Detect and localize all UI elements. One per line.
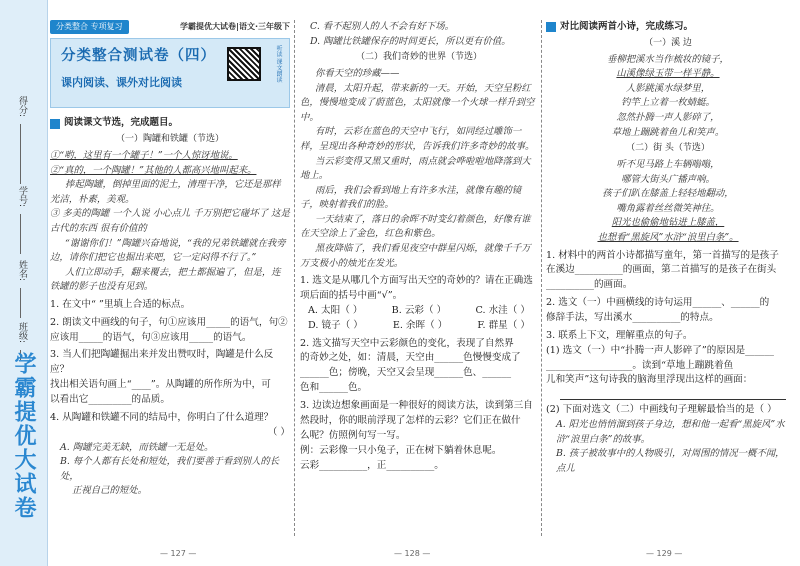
option-item[interactable]: B. 云彩（ ） (391, 304, 447, 316)
question-3-line-1: 3. 当人们把陶罐掘出来并发出赞叹时，陶罐是什么反应？ (50, 349, 274, 376)
question-2-line-1: 2. 朗读文中画线的句子，句①应该用_____的语气，句② (50, 316, 288, 328)
question-3-line-3: 么呢？仿照例句写一写。 (300, 429, 406, 441)
student-id-line (20, 214, 21, 254)
class-label: 班级: (16, 322, 27, 344)
page-129 (546, 20, 790, 540)
section-title: 对比阅读两首小诗，完成练习。 (560, 21, 694, 32)
page-127 (50, 20, 290, 540)
poem-line: 人影跳溪水绿梦里， (625, 82, 711, 94)
passage-title: （二）我们奇妙的世界（节选） (355, 52, 482, 63)
brand-logo: 学霸提优大试卷 (11, 352, 36, 520)
poem-line: 孩子们趴在膝盖上轻轻地翻动， (602, 188, 734, 200)
question-1-line-1: 1. 材料中的两首小诗都描写童年，第一首描写的是孩子 (546, 249, 779, 261)
page-number: — 129 — (646, 548, 683, 558)
question-1: 1. 在文中“ ”里填上合适的标点。 (50, 298, 191, 310)
poem-line: 哪管大街头广播声响。 (621, 173, 715, 185)
question-3-answer[interactable]: 云彩__________，正__________。 (300, 459, 444, 471)
passage-paragraph: 雨后，我们会看到地上有许多水洼，就像有趣的镜子，映射着我们的脸。 (300, 184, 522, 211)
poem-line: 草地上蹦跳着鱼儿和笑声。 (611, 126, 725, 138)
option-d[interactable]: D. 陶罐比铁罐保存的时间更长，所以更有价值。 (310, 35, 511, 47)
section-heading (546, 20, 790, 35)
left-sidebar (0, 0, 48, 566)
section-title: 阅读课文节选，完成题目。 (64, 117, 179, 129)
question-3-line-1: 3. 边读边想象画面是一种很好的阅读方法，读到第三自 (300, 400, 533, 412)
passage-title: （一）陶罐和铁罐（节选） (115, 134, 224, 145)
question-3-2: (2) 下面对选文（二）中画线句子理解最恰当的是（ ） (546, 404, 777, 416)
question-4: 4. 从陶罐和铁罐不同的结局中，你明白了什么道理？ (50, 411, 274, 423)
passage-paragraph: 当云彩变得又黑又重时，雨点就会哗啦啦地降落到大地上。 (300, 155, 531, 182)
question-2-line-2: 修辞手法，写出溪水__________的特点。 (546, 311, 719, 323)
column-divider-1 (294, 20, 295, 536)
score-line (20, 124, 21, 184)
passage-line: “谢谢你们！”陶罐兴奋地说，“我的兄弟铁罐就在我旁边，请你们把它也掘出来吧，它一定闷得不行了。” (50, 237, 286, 264)
page-number: — 128 — (394, 548, 431, 558)
question-3-1-line-2: __________________。读到“草地上蹦跳着鱼 (546, 359, 734, 371)
column-divider-2 (541, 20, 542, 536)
poem-line: 也想看“黑旋风”水浒“浪里白条”。 (597, 231, 739, 243)
name-line (20, 288, 21, 318)
option-a[interactable]: A. 阳光也悄悄溜到孩子身边，想和他一起看“黑旋风”水浒“浪里白条”的故事。 (556, 419, 785, 445)
passage-paragraph: 你看天空的珍藏—— (315, 68, 400, 80)
question-1-line-1: 1. 选文是从哪几个方面写出天空的奇妙的？请在正确选 (300, 275, 533, 287)
page-128 (300, 20, 538, 540)
question-1-line-2: 项后面的括号中画“√”。 (300, 290, 403, 302)
test-title: 分类整合测试卷（四） (61, 48, 216, 65)
passage-paragraph: 黑夜降临了，我们看见夜空中群星闪烁，就像千千万万支极小的烛光在发光。 (300, 243, 531, 269)
option-row (300, 304, 538, 319)
option-item[interactable]: D. 镜子（ ） (308, 319, 363, 331)
question-2-line-3: ______色；傍晚，天空又会呈现______色、______ (300, 367, 512, 379)
question-3-1-line-3: 儿和笑声”这句诗我的脑海里浮现出这样的画面： (546, 374, 753, 386)
question-2-line-2: 应该用_____的语气，句③应该用_____的语气。 (50, 331, 252, 343)
question-3-line-3: 以看出它_________的品质。 (50, 393, 170, 405)
section-heading (50, 116, 290, 131)
option-row (300, 319, 538, 334)
question-3: 3. 联系上下文，理解重点的句子。 (546, 329, 693, 341)
name-label: 姓名: (16, 260, 27, 282)
option-item[interactable]: A. 太阳（ ） (308, 304, 363, 316)
poem-line: 钓竿上立着一枚蜻蜓。 (621, 97, 715, 109)
question-1-line-2: 在溪边__________的画面，第二首描写的是孩子在街头 (546, 264, 777, 276)
option-a[interactable]: A. 陶罐完美无缺，而铁罐一无是处。 (60, 441, 214, 453)
option-b[interactable]: B. 孩子被故事中的人物吸引，对周围的情况一概不闻，点儿 (556, 448, 785, 474)
poem-line: 阳光也偷偷地钻进上膝盖， (611, 217, 725, 229)
question-3-line-2: 找出相关语句画上“____”。从陶罐的所作所为中，可 (50, 379, 271, 391)
poem-line: 垂柳把溪水当作梳妆的镜子， (607, 53, 729, 65)
question-2-line-4: 色和______色。 (300, 382, 368, 394)
passage-line: ②“真的，一个陶罐！”其他的人都高兴地叫起来。 (50, 164, 257, 176)
poem-line: 嘴角露着丝丝微笑神往。 (616, 202, 720, 214)
title-box (50, 38, 290, 108)
question-3-1-line-1: (1) 选文（一）中“扑腾一声人影碎了”的原因是______ (546, 344, 774, 356)
student-id-label: 学号: (16, 186, 27, 208)
question-2-line-2: 的奇妙之处，如：清晨，天空由______色慢慢变成了 (300, 352, 521, 364)
option-item[interactable]: F. 群星（ ） (477, 319, 530, 331)
answer-paren[interactable]: （ ） (267, 426, 290, 438)
option-item[interactable]: E. 余晖（ ） (392, 319, 448, 331)
score-field-label: 得分: (16, 96, 27, 118)
option-b[interactable]: B. 每个人都有长处和短处，我们要善于看到别人的长处， (60, 456, 280, 482)
question-2-line-1: 2. 选文（一）中画横线的诗句运用______、______的 (546, 297, 770, 309)
page-number: — 127 — (160, 548, 197, 558)
poem-line: 忽然扑腾一声人影碎了， (616, 111, 720, 123)
section-bar-icon (546, 22, 556, 32)
question-3-line-2: 然段时，你的眼前浮现了怎样的云彩？它们正在做什 (300, 414, 521, 426)
passage-line: ③ 多美的陶罐 一个人说 小心点儿 千万别把它碰坏了 这是古代的东西 很有价值的 (50, 208, 290, 234)
poem-line: 听不见马路上车辆嗡嗡， (616, 159, 720, 171)
passage-line: ①“哟，这里有一个罐子！”一个人惊讶地说。 (50, 150, 238, 162)
passage-paragraph: 有时，云彩在蓝色的天空中飞行，如同经过雕饰一样，呈现出各种奇妙的形状，告诉我们许多奇妙的故事。 (300, 126, 535, 152)
passage-paragraph: 清晨，太阳升起，带来新的一天。开始，天空呈粉红色，慢慢地变成了蔚蓝色，太阳就像一个火球一样升到空中。 (300, 82, 535, 123)
poem-2-title: （二）街 头（节选） (626, 143, 710, 154)
qr-caption: 听读 课文朗读 (275, 45, 282, 84)
category-pill: 分类整合 专项复习 (50, 20, 129, 34)
test-subtitle: 课内阅读、课外对比阅读 (61, 75, 182, 89)
series-name: 学霸提优大试卷|语文·三年级下 (180, 22, 290, 31)
passage-line: 人们立即动手，翻来覆去，把土都掘遍了，但是，连铁罐的影子也没有见到。 (50, 266, 281, 293)
section-bar-icon (50, 119, 60, 129)
passage-paragraph: 一天结束了，落日的余晖不时变幻着颜色，好像有谁在天空涂上了金色，红色和紫色。 (300, 213, 531, 240)
question-3-example: 例：云彩像一只小兔子，正在树下躺着休息呢。 (300, 444, 502, 456)
passage-line: 捧起陶罐，倒掉里面的泥土，清理干净，它还是那样光洁，朴素，美观。 (50, 179, 281, 205)
question-2-line-1: 2. 选文描写天空中云彩颜色的变化，表现了自然界 (300, 337, 514, 349)
poem-1-title: （一）溪 边 (644, 37, 692, 48)
question-1-line-3: __________的画面。 (546, 279, 633, 291)
answer-line[interactable] (560, 388, 786, 400)
option-b-cont: 正视自己的短处。 (72, 485, 148, 497)
header-bar (50, 20, 290, 34)
poem-line: 山溪像绿玉带一样平静。 (616, 68, 720, 80)
qr-code-icon[interactable] (227, 47, 261, 81)
option-c[interactable]: C. 看不起别人的人不会有好下场。 (310, 21, 455, 32)
option-item[interactable]: C. 水洼（ ） (475, 304, 530, 316)
